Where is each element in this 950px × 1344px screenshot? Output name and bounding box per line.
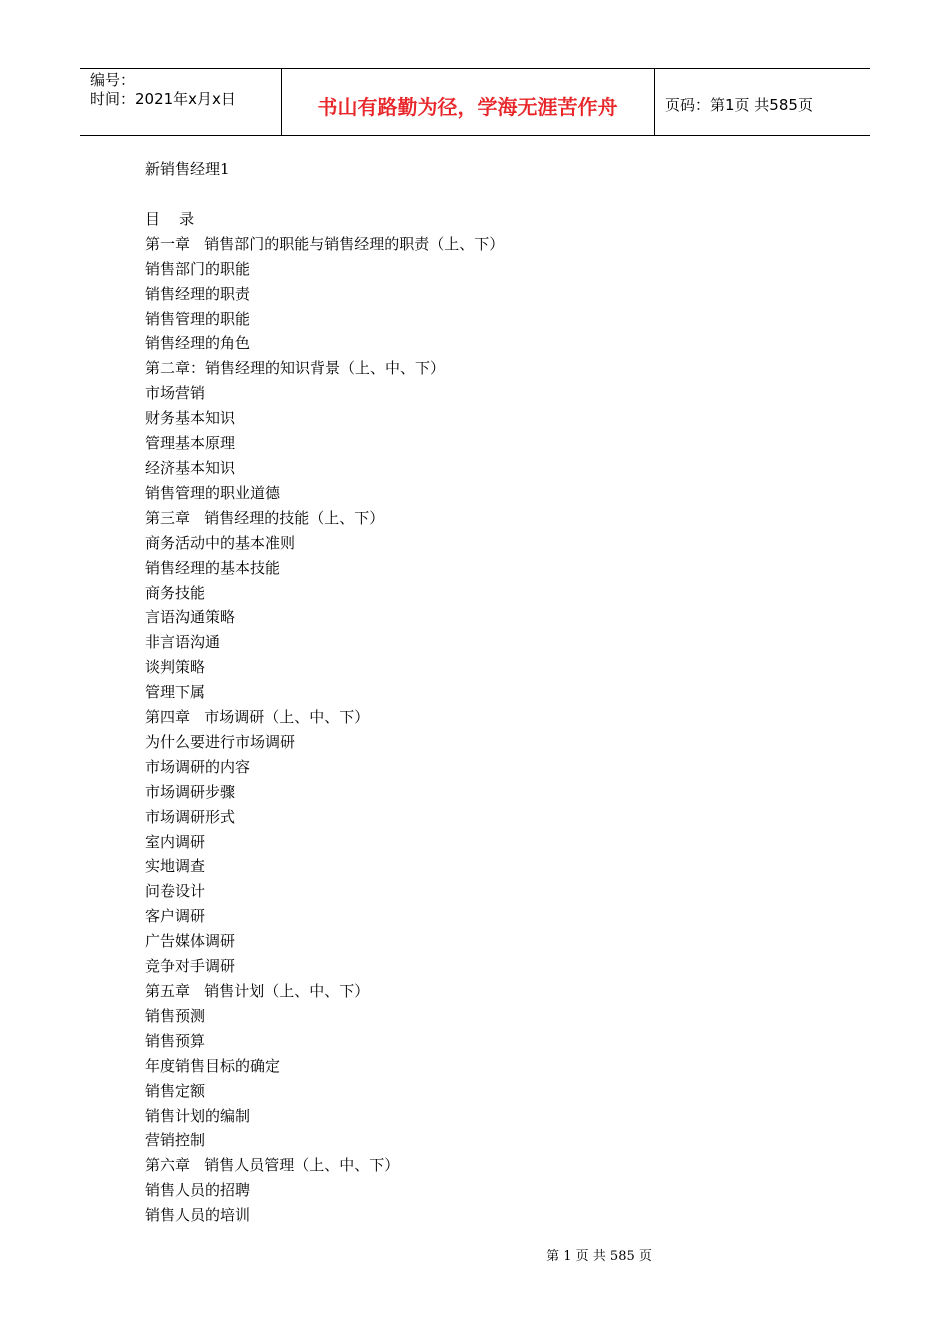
toc-line: 管理下属 xyxy=(145,683,206,702)
toc-heading: 目 录 xyxy=(145,209,195,228)
toc-line: 经济基本知识 xyxy=(145,458,236,477)
header-page-info: 页码：第1页 共585页 xyxy=(665,96,813,114)
toc-list xyxy=(145,232,845,1228)
toc-line: 室内调研 xyxy=(145,832,206,851)
page-footer xyxy=(0,1245,950,1264)
toc-line: 第六章 销售人员管理（上、中、下） xyxy=(145,1156,400,1175)
toc-line: 年度销售目标的确定 xyxy=(145,1056,281,1075)
toc-line: 财务基本知识 xyxy=(145,409,236,428)
toc-line: 销售管理的职能 xyxy=(145,309,251,328)
toc-line: 第五章 销售计划（上、中、下） xyxy=(145,982,370,1000)
toc-line: 第一章 销售部门的职能与销售经理的职责（上、下） xyxy=(145,234,505,253)
toc-line: 销售人员的招聘 xyxy=(145,1181,251,1200)
toc-line: 非言语沟通 xyxy=(145,633,221,652)
toc-line: 销售预算 xyxy=(145,1031,206,1050)
toc-line: 谈判策略 xyxy=(145,658,206,677)
header-motto: 书山有路勤为径，学海无涯苦作舟 xyxy=(317,95,618,119)
toc-line: 言语沟通策略 xyxy=(145,608,236,627)
header-meta xyxy=(90,71,236,109)
time-label: 时间：2021年x月x日 xyxy=(90,90,236,108)
toc-line: 为什么要进行市场调研 xyxy=(145,732,296,751)
toc-line: 第二章：销售经理的知识背景（上、中、下） xyxy=(145,359,446,378)
toc-line: 销售管理的职业道德 xyxy=(145,483,281,502)
toc-line: 市场营销 xyxy=(145,384,206,403)
header-divider xyxy=(654,69,655,135)
toc-line: 客户调研 xyxy=(145,907,206,926)
toc-line: 广告媒体调研 xyxy=(145,932,236,951)
toc-line: 商务技能 xyxy=(145,583,206,602)
toc-line: 销售部门的职能 xyxy=(145,259,251,278)
toc-line: 市场调研形式 xyxy=(145,807,236,826)
toc-line: 销售计划的编制 xyxy=(145,1106,251,1125)
toc-line: 销售人员的培训 xyxy=(145,1206,251,1225)
toc-line: 营销控制 xyxy=(145,1131,206,1150)
toc-line: 销售经理的角色 xyxy=(145,334,251,353)
serial-label: 编号： xyxy=(90,71,136,89)
toc-line: 市场调研步骤 xyxy=(145,782,236,801)
toc-line: 管理基本原理 xyxy=(145,434,236,453)
toc-line: 竞争对手调研 xyxy=(145,957,236,976)
toc-line: 市场调研的内容 xyxy=(145,757,251,776)
footer-page-number: 第 1 页 共 585 页 xyxy=(546,1249,652,1264)
page-header xyxy=(80,68,870,136)
toc-line: 销售经理的基本技能 xyxy=(145,558,281,577)
toc-line: 第四章 市场调研（上、中、下） xyxy=(145,708,370,727)
toc-line: 问卷设计 xyxy=(145,882,206,901)
document-body xyxy=(145,157,845,1228)
toc-line: 商务活动中的基本准则 xyxy=(145,533,296,552)
toc-line: 销售经理的职责 xyxy=(145,284,251,303)
document-title: 新销售经理1 xyxy=(145,160,230,178)
toc-line: 第三章 销售经理的技能（上、下） xyxy=(145,508,385,527)
toc-line: 实地调查 xyxy=(145,857,206,876)
toc-line: 销售预测 xyxy=(145,1006,206,1025)
toc-line: 销售定额 xyxy=(145,1081,206,1100)
